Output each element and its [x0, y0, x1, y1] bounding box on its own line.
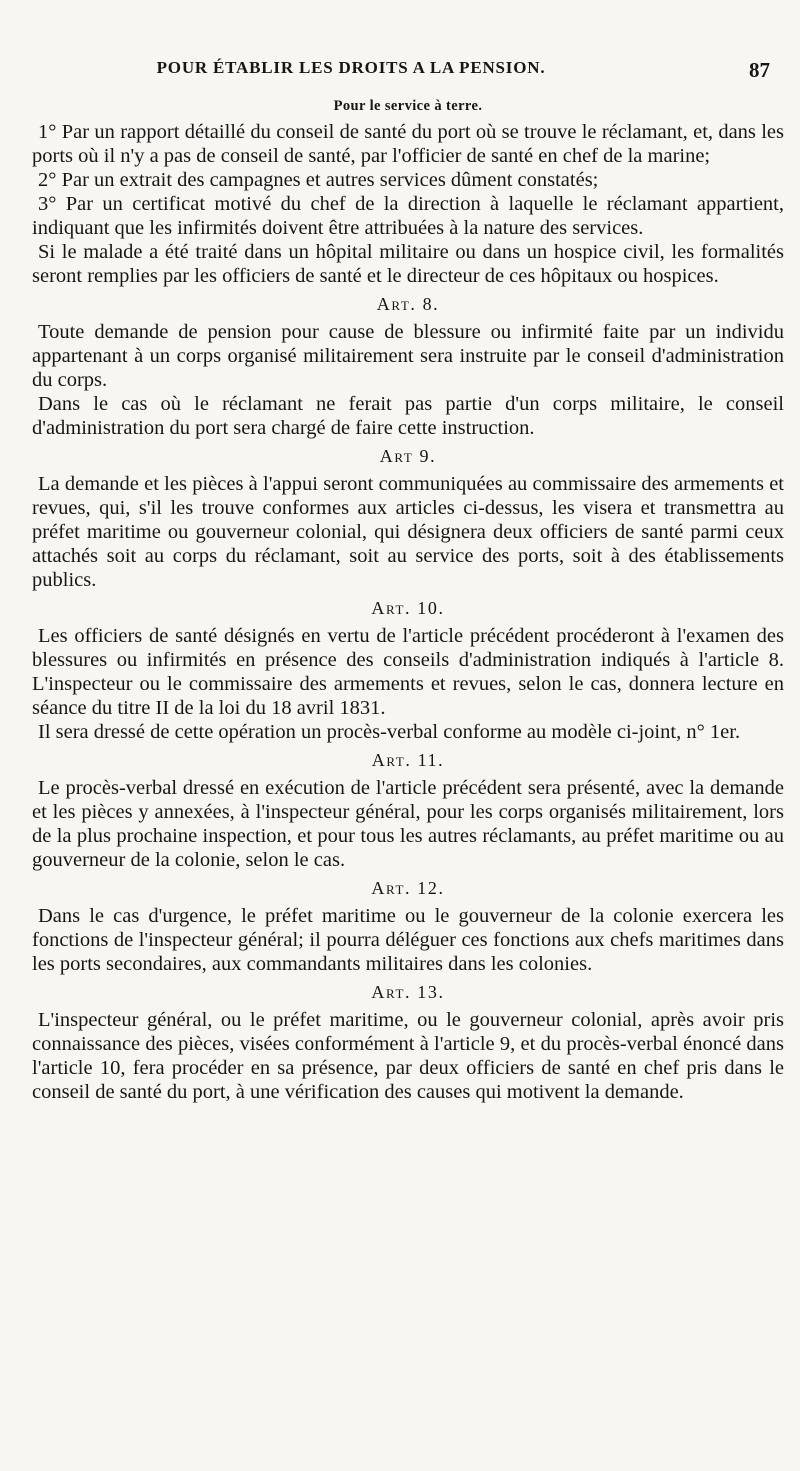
- article-heading: Art. 11.: [371, 750, 445, 770]
- page-header: [32, 58, 770, 90]
- article-heading: Art. 10.: [371, 598, 445, 618]
- paragraph: 3° Par un certificat motivé du chef de la direction à laquelle le réclamant appartient, indiquant que les infirmités doivent être attribuées à la nature des services.: [32, 193, 784, 239]
- paragraph: Le procès-verbal dressé en exécution de l'article précédent sera présenté, avec la demande et les pièces y annexées, à l'inspecteur général, pour les corps organisés militairement, lors de la plus prochaine inspection, et pour tous les autres réclamants, au préfet maritime ou au gouverneur de la colonie, selon le cas.: [32, 777, 784, 871]
- paragraph: Les officiers de santé désignés en vertu de l'article précédent procéderont à l'examen des blessures ou infirmités en présence des conseils d'administration indiqués à l'article 8. L'inspecteur ou le commissaire des armements et revues, selon le cas, donnera lecture en séance du titre II de la loi du 18 avril 1831.: [32, 625, 784, 719]
- running-title: POUR ÉTABLIR LES DROITS A LA PENSION.: [156, 58, 546, 77]
- paragraph: 2° Par un extrait des campagnes et autres services dûment constatés;: [38, 169, 599, 191]
- paragraph: Si le malade a été traité dans un hôpital militaire ou dans un hospice civil, les formalités seront remplies par les officiers de santé et le directeur de ces hôpitaux ou hospices.: [32, 241, 784, 287]
- article-heading: Art. 12.: [371, 878, 445, 898]
- page-body: [32, 96, 784, 1104]
- paragraph: Dans le cas d'urgence, le préfet maritime ou le gouverneur de la colonie exercera les fonctions de l'inspecteur général; il pourra déléguer ces fonctions aux chefs maritimes dans les ports secondaires, aux commandants militaires dans les colonies.: [32, 905, 784, 975]
- paragraph: L'inspecteur général, ou le préfet maritime, ou le gouverneur colonial, après avoir pris connaissance des pièces, visées conformément à l'article 9, et du procès-verbal énoncé dans l'article 10, fera procéder en sa présence, par deux officiers de santé en chef pris dans le conseil de santé du port, à une vérification des causes qui motivent la demande.: [32, 1009, 784, 1103]
- article-heading: Art. 13.: [371, 982, 445, 1002]
- article-heading: Art. 8.: [376, 294, 440, 314]
- article-heading: Art 9.: [379, 446, 437, 466]
- paragraph: Toute demande de pension pour cause de blessure ou infirmité faite par un individu appartenant à un corps organisé militairement sera instruite par le conseil d'administration du corps.: [32, 321, 784, 391]
- page-number: 87: [749, 58, 770, 82]
- paragraph: Dans le cas où le réclamant ne ferait pas partie d'un corps militaire, le conseil d'administration du port sera chargé de faire cette instruction.: [32, 393, 784, 439]
- paragraph: 1° Par un rapport détaillé du conseil de santé du port où se trouve le réclamant, et, dans les ports où il n'y a pas de conseil de santé, par l'officier de santé en chef de la marine;: [32, 121, 784, 167]
- section-subheading: Pour le service à terre.: [333, 98, 483, 114]
- paragraph: Il sera dressé de cette opération un procès-verbal conforme au modèle ci-joint, n° 1er.: [38, 721, 741, 743]
- paragraph: La demande et les pièces à l'appui seront communiquées au commissaire des armements et revues, qui, s'il les trouve conformes aux articles ci-dessus, les visera et transmettra au préfet maritime ou gouverneur colonial, qui désignera deux officiers de santé parmi ceux attachés soit au corps du réclamant, soit au service des ports, soit à des établissements publics.: [32, 473, 784, 591]
